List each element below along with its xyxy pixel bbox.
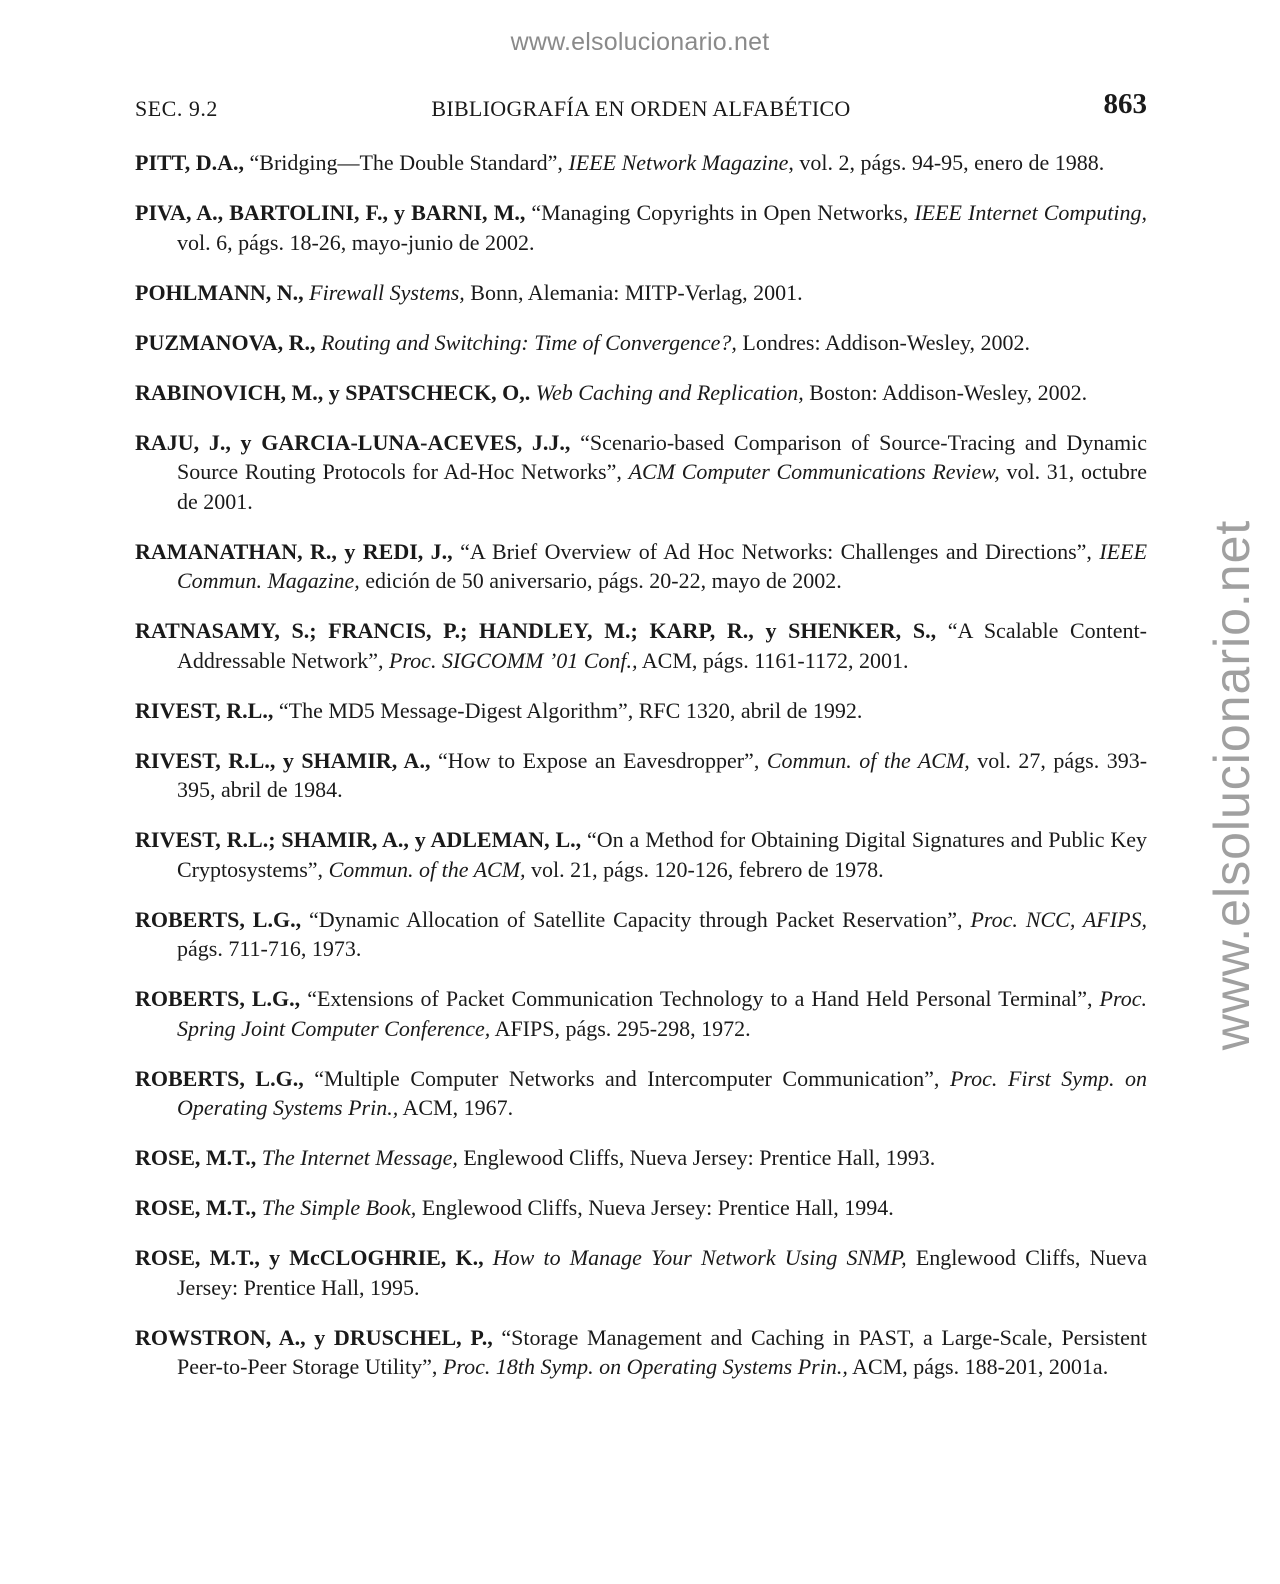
reference-author: PIVA, A., BARTOLINI, F., y BARNI, M., <box>135 200 526 225</box>
reference-source: Commun. of the ACM, <box>766 747 970 773</box>
reference-entry <box>135 984 1147 1043</box>
section-label: SEC. 9.2 <box>135 96 218 121</box>
reference-source: Commun. of the ACM, <box>328 856 526 882</box>
reference-source: Proc. 18th Symp. on Operating Systems Prin., <box>442 1354 848 1379</box>
reference-entry <box>135 1243 1147 1302</box>
reference-author: ROBERTS, L.G., <box>135 906 302 932</box>
reference-author: PUZMANOVA, R., <box>135 329 316 355</box>
reference-details: Londres: Addison-Wesley, 2002. <box>742 329 1031 355</box>
reference-entry <box>135 825 1147 884</box>
reference-details: Englewood Cliffs, Nueva Jersey: Prentice Hall, 1994. <box>421 1195 894 1220</box>
reference-entry <box>135 696 1147 726</box>
reference-author: RAMANATHAN, R., y REDI, J., <box>135 538 453 564</box>
reference-author: ROSE, M.T., <box>135 1195 257 1220</box>
reference-author: PITT, D.A., <box>135 150 244 175</box>
reference-entry <box>135 905 1147 964</box>
reference-author: ROBERTS, L.G., <box>135 986 301 1011</box>
reference-author: RIVEST, R.L., <box>135 697 274 723</box>
reference-author: RAJU, J., y GARCIA-LUNA-ACEVES, J.J., <box>135 429 571 455</box>
reference-details: Boston: Addison-Wesley, 2002. <box>809 379 1088 405</box>
reference-entry <box>135 278 1147 308</box>
reference-title: “Dynamic Allocation of Satellite Capacity through Packet Reservation”, <box>309 906 963 932</box>
reference-title: “Scenario-based Comparison of Source-Tracing and Dynamic Source Routing Protocols for Ad-Hoc Networks”, <box>177 429 1148 484</box>
reference-details: ACM, págs. 188-201, 2001a. <box>852 1354 1109 1379</box>
reference-title: “Bridging—The Double Standard”, <box>249 150 563 175</box>
reference-source: Proc. Spring Joint Computer Conference, <box>177 986 1147 1041</box>
reference-details: edición de 50 aniversario, págs. 20-22, mayo de 2002. <box>365 568 842 593</box>
reference-source: Web Caching and Replication, <box>535 379 804 405</box>
reference-author: ROWSTRON, A., y DRUSCHEL, P., <box>135 1324 493 1350</box>
reference-entry <box>135 428 1147 517</box>
reference-details: Bonn, Alemania: MITP-Verlag, 2001. <box>470 279 803 305</box>
reference-author: POHLMANN, N., <box>135 279 304 305</box>
reference-entry <box>135 328 1147 358</box>
reference-entry <box>135 1064 1147 1123</box>
reference-source: IEEE Internet Computing, <box>914 200 1148 225</box>
reference-entry <box>135 537 1147 596</box>
reference-entry <box>135 1193 1147 1223</box>
reference-author: RATNASAMY, S.; FRANCIS, P.; HANDLEY, M.; KARP, R., y SHENKER, S., <box>135 618 937 643</box>
reference-details: Englewood Cliffs, Nueva Jersey: Prentice Hall, 1993. <box>463 1145 936 1170</box>
reference-details: vol. 6, págs. 18-26, mayo-junio de 2002. <box>177 229 535 255</box>
watermark-side: www.elsolucionario.net <box>1204 519 1260 1051</box>
reference-title: “Multiple Computer Networks and Intercomputer Communication”, <box>314 1065 940 1091</box>
watermark-top: www.elsolucionario.net <box>510 28 770 56</box>
reference-title: “The MD5 Message-Digest Algorithm”, RFC 1320, abril de 1992. <box>278 697 863 723</box>
reference-details: Englewood Cliffs, Nueva Jersey: Prentice Hall, 1995. <box>177 1245 1148 1300</box>
reference-author: RIVEST, R.L.; SHAMIR, A., y ADLEMAN, L., <box>135 827 582 852</box>
reference-author: ROSE, M.T., <box>135 1145 257 1170</box>
reference-title: “A Brief Overview of Ad Hoc Networks: Challenges and Directions”, <box>460 538 1092 564</box>
page-number: 863 <box>1103 88 1147 120</box>
reference-author: RIVEST, R.L., y SHAMIR, A., <box>135 747 431 773</box>
reference-details: ACM, 1967. <box>402 1095 514 1120</box>
reference-details: vol. 31, octubre de 2001. <box>177 459 1147 514</box>
reference-source: ACM Computer Communications Review, <box>628 459 1000 484</box>
reference-entry <box>135 148 1147 178</box>
reference-source: How to Manage Your Network Using SNMP, <box>492 1245 907 1270</box>
reference-entry <box>135 1143 1147 1173</box>
reference-title: “Extensions of Packet Communication Technology to a Hand Held Personal Terminal”, <box>307 986 1093 1011</box>
reference-details: AFIPS, págs. 295-298, 1972. <box>494 1015 751 1041</box>
reference-title: “Managing Copyrights in Open Networks, <box>531 200 909 225</box>
reference-details: vol. 21, págs. 120-126, febrero de 1978. <box>531 856 884 882</box>
reference-entry <box>135 616 1147 675</box>
reference-source: The Internet Message, <box>261 1145 458 1170</box>
reference-author: ROSE, M.T., y McCLOGHRIE, K., <box>135 1245 484 1270</box>
reference-entry <box>135 378 1147 408</box>
reference-details: vol. 27, págs. 393-395, abril de 1984. <box>177 747 1148 802</box>
reference-source: Firewall Systems, <box>309 279 465 305</box>
reference-author: ROBERTS, L.G., <box>135 1065 304 1091</box>
page-title: BIBLIOGRAFÍA EN ORDEN ALFABÉTICO <box>431 96 851 121</box>
reference-details: , vol. 2, págs. 94-95, enero de 1988. <box>788 150 1105 175</box>
running-head <box>135 88 1147 124</box>
reference-title: “On a Method for Obtaining Digital Signatures and Public Key Cryptosystems”, <box>177 827 1147 882</box>
reference-source: Proc. SIGCOMM ’01 Conf., <box>389 647 638 673</box>
reference-title: “How to Expose an Eavesdropper”, <box>437 747 760 773</box>
reference-source: IEEE Network Magazine <box>568 150 789 175</box>
reference-list <box>135 148 1147 1402</box>
reference-title: “A Scalable Content-Addressable Network”, <box>177 618 1147 673</box>
reference-details: págs. 711-716, 1973. <box>177 936 362 961</box>
reference-entry <box>135 198 1147 257</box>
reference-source: Routing and Switching: Time of Convergence?, <box>320 329 737 355</box>
reference-source: Proc. First Symp. on Operating Systems Prin., <box>177 1065 1147 1120</box>
reference-author: RABINOVICH, M., y SPATSCHECK, O,. <box>135 379 531 405</box>
reference-entry <box>135 746 1147 805</box>
reference-title: “Storage Management and Caching in PAST, a Large-Scale, Persistent Peer-to-Peer Storage Utility”, <box>177 1324 1147 1379</box>
reference-source: The Simple Book, <box>261 1195 417 1220</box>
reference-source: Proc. NCC, AFIPS, <box>970 906 1148 932</box>
reference-source: IEEE Commun. Magazine, <box>177 538 1148 593</box>
reference-details: ACM, págs. 1161-1172, 2001. <box>641 647 909 673</box>
reference-entry <box>135 1323 1147 1382</box>
